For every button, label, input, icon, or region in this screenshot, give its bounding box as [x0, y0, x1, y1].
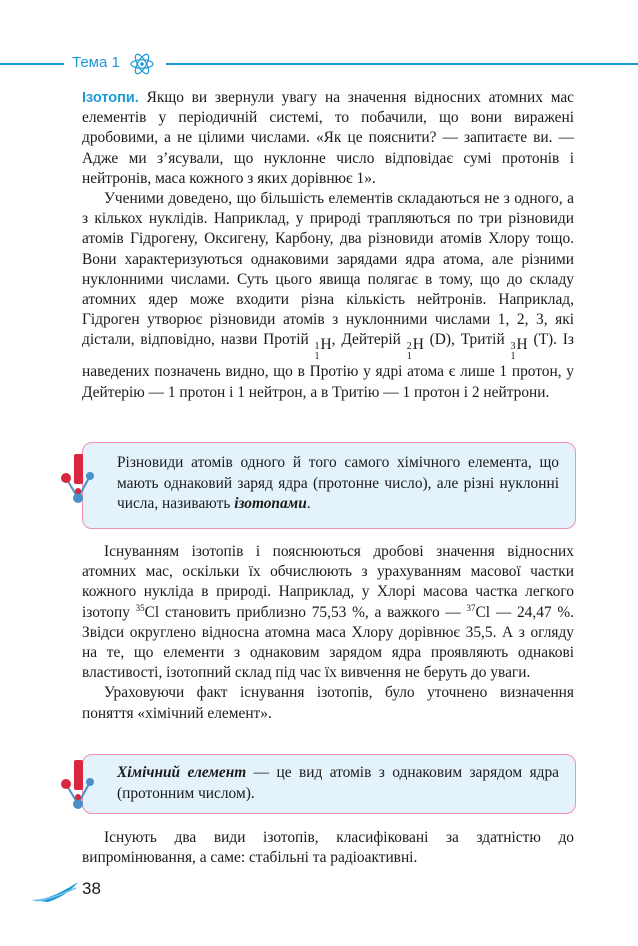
definition-end: . [306, 495, 311, 512]
definition-text [117, 453, 559, 515]
element-symbol: H [320, 336, 332, 354]
section-isotope-types [82, 828, 574, 868]
page-number: 38 [82, 879, 101, 898]
text-segment: (T). Із наведених позначень видно, що в Протію у ядрі атома є лише 1 протон, у Дейтерію — 1 протон і 1 нейтрон, а в Тритію — 1 протон і 2 нейтрони. [82, 331, 575, 401]
paragraph-lead: Ізотопи. [82, 90, 139, 106]
text-segment: , Дейтерій [331, 331, 407, 349]
isotope-protium [315, 337, 332, 362]
isotope-mass-35: 35 [135, 602, 145, 613]
mass-number: 2 [406, 341, 412, 353]
header-line-left [0, 63, 64, 65]
paragraph-chlorine [82, 542, 574, 683]
text-segment: Ученими доведено, що більшість елементів складаються не з одного, а з кількох нуклідів. Наприклад, у природі трапляються по три різновиди атомів Гідрогену, Оксигену, Карбону, два різновиди атомів Хлору тощо. Вони характеризуються однаковими зарядами ядра атома, але різними нуклонними числами. Суть цього явища полягає в тому, що до складу атомних ядер може входити різна кількість нейтронів. Наприклад, Гідроген утворює різновиди атомів з нуклонними числами 1, 2, 3, які дістали, відповідно, назви Протій [82, 190, 574, 349]
exclamation-molecule-icon [56, 758, 100, 818]
isotope-tritium [511, 337, 528, 362]
paragraph-intro-text: Якщо ви звернули увагу на значення відносних атомних мас елементів у періодичній системі, то побачили, що вони виражені дробовими, а не цілими числами. «Як це пояснити? — запитаєте ви. — Адже ми з’ясували, що нуклонне число відповідає сумі протонів і нейтронів, маса кожного з яких дорівнює 1». [82, 89, 574, 187]
text-segment: (D), Тритій [423, 331, 511, 349]
text-segment: Існуванням ізотопів і пояснюються дробові значення відносних атомних мас, оскільки їх обчислюють з урахуванням масової частки кожного нукліда в природі. Наприклад, у Хлорі масова частка легкого ізотопу [82, 543, 574, 621]
isotope-mass-37: 37 [466, 602, 476, 613]
exclamation-molecule-icon [56, 452, 100, 512]
topic-label: Тема 1 [72, 54, 120, 71]
definition-term: ізотопами [234, 495, 307, 512]
mass-number: 3 [510, 341, 516, 353]
section-isotopes [82, 88, 574, 403]
element-symbol: H [412, 336, 424, 354]
definition-box-isotopes [82, 442, 576, 529]
definition-term: Хімічний елемент [117, 764, 247, 781]
paragraph-definition-intro: Ураховуючи факт існування ізотопів, було уточнено визначення поняття «хімічний елемент». [82, 684, 574, 722]
paragraph-isotope-types: Існують два види ізотопів, класифіковані за здатністю до випромінювання, а саме: стабільні та радіоактивні. [82, 829, 574, 867]
atomic-number: 1 [406, 351, 412, 363]
definition-body: — це вид атомів з однаковим зарядом ядра (протонним числом). [117, 764, 559, 802]
definition-body: Різновиди атомів одного й того самого хімічного елемента, що мають однаковий заряд ядра (протонне число), але різні нуклонні числа, називають [117, 454, 559, 512]
mass-number: 1 [314, 341, 320, 353]
definition-text [117, 763, 559, 804]
atomic-number: 1 [314, 351, 320, 363]
paragraph-intro [82, 88, 574, 189]
header-line-right [166, 63, 638, 65]
wave-icon [30, 880, 80, 902]
element-symbol: H [516, 336, 528, 354]
atomic-number: 1 [510, 351, 516, 363]
page-header [0, 52, 638, 76]
text-segment: Cl — 24,47 %. Звідси округлено відносна атомна маса Хлору дорівнює 35,5. А з огляду на те, що елементи з однаковим зарядом ядра проявляють однакові властивості, ізотопний склад під час їх вивчення не беруть до уваги. [82, 603, 574, 682]
section-atomic-mass [82, 542, 574, 724]
definition-box-element [82, 754, 576, 814]
atom-icon [129, 52, 155, 76]
text-segment: Cl становить приблизно 75,53 %, а важкого — [144, 603, 467, 621]
paragraph-nuclides [82, 189, 574, 403]
isotope-deuterium [407, 337, 424, 362]
